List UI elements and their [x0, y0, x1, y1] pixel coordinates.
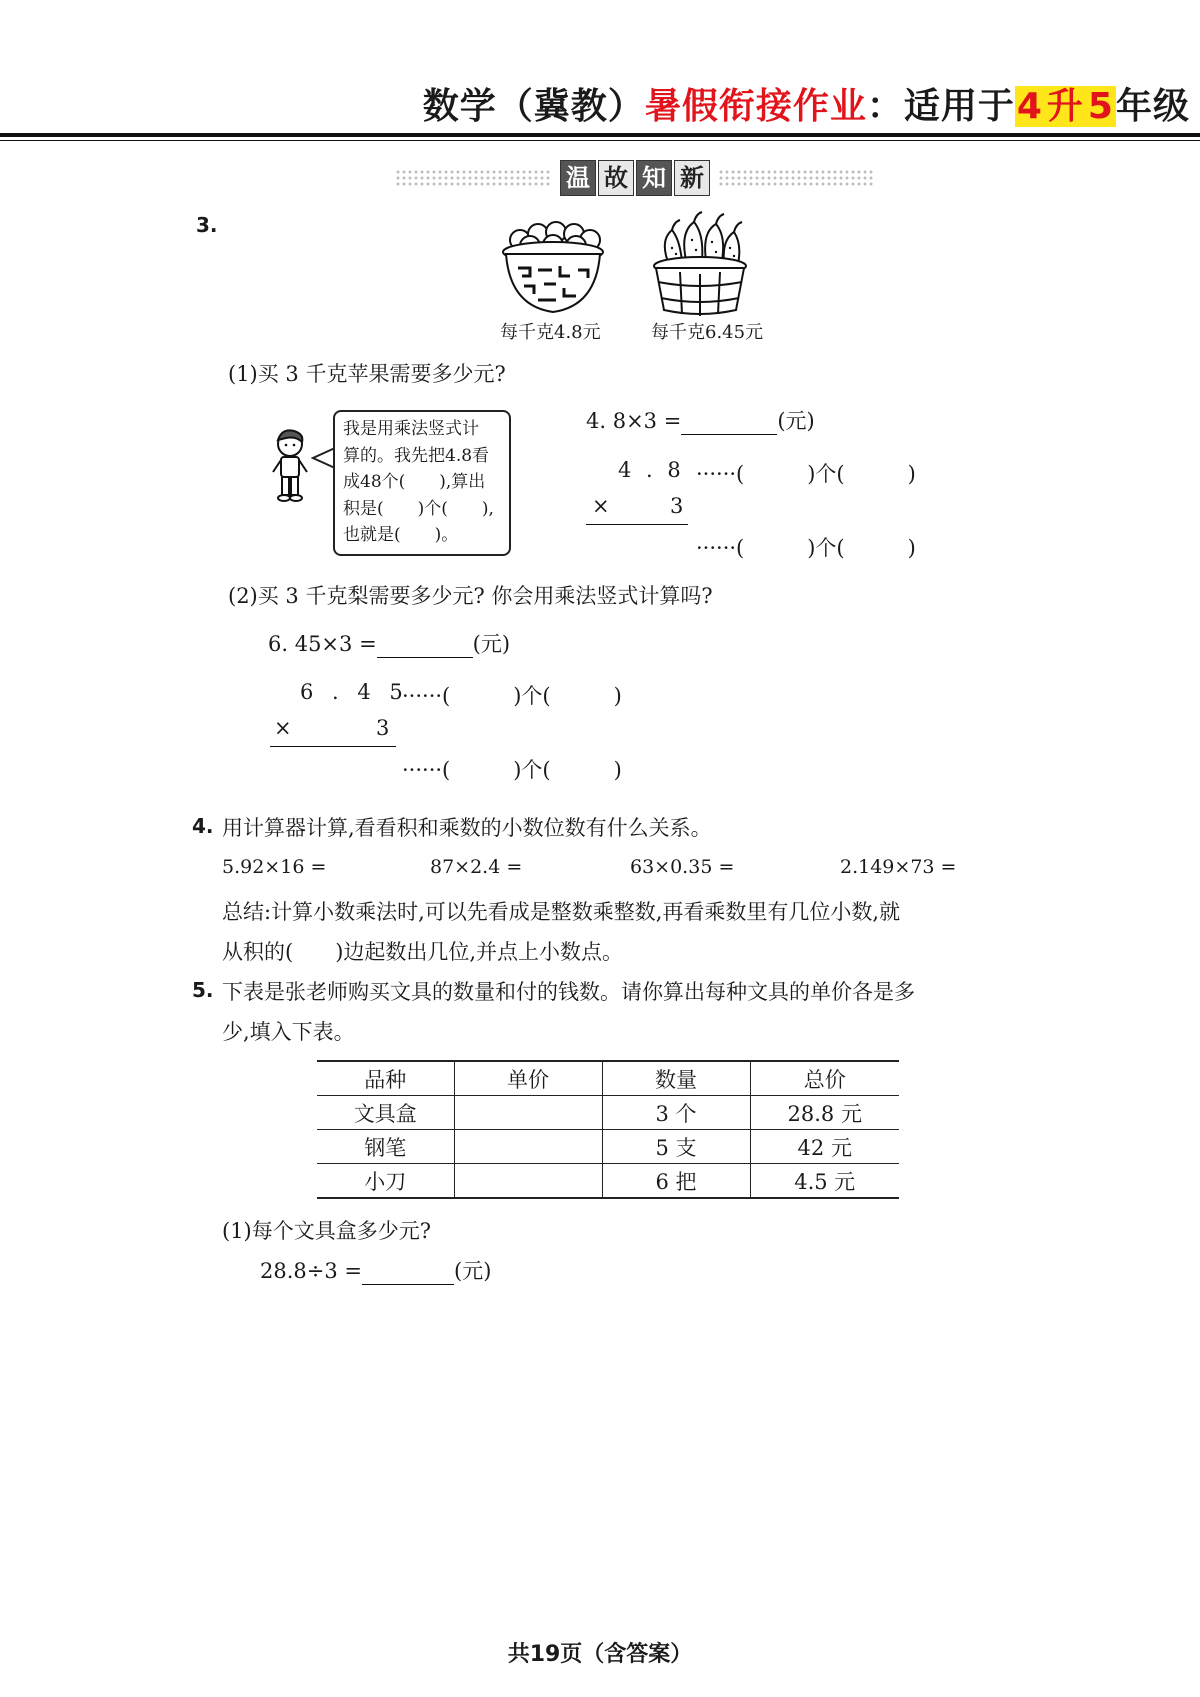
- eq2-unit: (元): [472, 632, 511, 656]
- eq1-unit: (元): [777, 409, 815, 433]
- table-cell: 钢笔: [317, 1130, 454, 1164]
- section-char: 温: [560, 160, 596, 196]
- section-title: [560, 160, 710, 196]
- banner-dots-left: [395, 169, 552, 187]
- q5-prompt-line2: 少,填入下表。: [222, 1020, 355, 1044]
- table-header-cell: 数量: [602, 1061, 750, 1096]
- table-cell: 小刀: [317, 1164, 454, 1199]
- q3-eq1: [586, 405, 815, 435]
- q5-eq: [260, 1255, 491, 1285]
- table-cell: 文具盒: [317, 1096, 454, 1130]
- header-suffix: ：适用于: [866, 86, 1015, 127]
- q4-prompt: 用计算器计算,看看积和乘数的小数位数有什么关系。: [222, 816, 712, 840]
- bubble-line: 成48个( ),算出: [343, 472, 486, 492]
- boy-icon: [268, 428, 312, 504]
- bubble-line: 也就是( )。: [343, 525, 459, 545]
- v2-note-bottom: ······( )个( ): [402, 758, 622, 782]
- v2-times-sign: ×: [274, 716, 292, 740]
- q5-answer-blank[interactable]: [362, 1262, 454, 1285]
- q4-expr: 5.92×16 =: [222, 856, 327, 878]
- table-header-cell: 单价: [454, 1061, 602, 1096]
- q4-summary-line1: 总结:计算小数乘法时,可以先看成是整数乘整数,再看乘数里有几位小数,就: [222, 900, 901, 924]
- table-row: [317, 1164, 899, 1199]
- q4-expr: 63×0.35 =: [630, 856, 735, 878]
- header-grade-a: 4: [1016, 86, 1043, 127]
- banner-dots-right: [718, 169, 875, 187]
- page-footer: 共19页（含答案）: [507, 1642, 693, 1667]
- q5-sub1: (1)每个文具盒多少元?: [222, 1219, 432, 1243]
- v2-multiplier: 3: [376, 716, 390, 740]
- v2-note-top: ······( )个( ): [402, 684, 622, 708]
- table-cell: 6 把: [602, 1164, 750, 1199]
- v1-rule: [586, 524, 688, 525]
- v1-note-top: ······( )个( ): [696, 462, 916, 486]
- pear-price-label: 每千克6.45元: [651, 322, 764, 343]
- unit-price-cell[interactable]: [454, 1164, 602, 1199]
- table-row: [317, 1096, 899, 1130]
- table-header-cell: 品种: [317, 1061, 454, 1096]
- eq2-left: 6. 45×3 =: [268, 632, 377, 656]
- q5-eq-left: 28.8÷3 =: [260, 1259, 362, 1283]
- q4-summary-line2: 从积的( )边起数出几位,并点上小数点。: [222, 940, 624, 964]
- q5-prompt-line1: 下表是张老师购买文具的数量和付的钱数。请你算出每种文具的单价各是多: [222, 980, 915, 1004]
- speech-bubble: [333, 410, 511, 556]
- table-cell: 5 支: [602, 1130, 750, 1164]
- v2-multiplicand: 6 . 4 5: [300, 680, 409, 704]
- section-banner: [395, 158, 875, 198]
- table-row: [317, 1130, 899, 1164]
- unit-price-cell[interactable]: [454, 1096, 602, 1130]
- table-cell: 42 元: [750, 1130, 899, 1164]
- table-cell: 3 个: [602, 1096, 750, 1130]
- section-char: 新: [674, 160, 710, 196]
- q4-number: 4.: [192, 814, 214, 838]
- q3-sub2: (2)买 3 千克梨需要多少元? 你会用乘法竖式计算吗?: [228, 584, 713, 608]
- q3-sub1: (1)买 3 千克苹果需要多少元?: [228, 362, 506, 386]
- table-cell: 28.8 元: [750, 1096, 899, 1130]
- bubble-line: 算的。我先把4.8看: [343, 445, 490, 466]
- header-rule-thin: [0, 140, 1200, 141]
- v1-times-sign: ×: [592, 494, 610, 518]
- header-subject: 数学（冀教）: [422, 86, 645, 127]
- apple-price-label: 每千克4.8元: [500, 322, 601, 343]
- q3-eq2: [268, 628, 510, 658]
- table-cell: 4.5 元: [750, 1164, 899, 1199]
- apple-basket-icon: [498, 218, 608, 318]
- pear-basket-icon: [650, 210, 750, 318]
- table-header-cell: 总价: [750, 1061, 899, 1096]
- eq2-answer-blank[interactable]: [377, 635, 473, 658]
- header-series: 暑假衔接作业: [644, 86, 867, 127]
- header-rule-thick: [0, 133, 1200, 137]
- q4-expr: 87×2.4 =: [430, 856, 523, 878]
- q4-expr: 2.149×73 =: [840, 856, 957, 878]
- bubble-line: 我是用乘法竖式计: [343, 419, 479, 439]
- q5-eq-unit: (元): [454, 1259, 492, 1283]
- section-char: 知: [636, 160, 672, 196]
- v2-rule: [270, 746, 396, 747]
- bubble-line: 积是( )个( ),: [343, 498, 494, 519]
- header-grade-b: 5: [1087, 86, 1114, 127]
- section-char: 故: [598, 160, 634, 196]
- page-header: [423, 78, 1190, 129]
- eq1-answer-blank[interactable]: [681, 412, 777, 435]
- header-grade-mid: 升: [1046, 86, 1084, 127]
- header-grade-end: 年级: [1115, 86, 1190, 127]
- q3-number: 3.: [196, 213, 218, 237]
- stationery-table: [317, 1060, 899, 1199]
- q5-number: 5.: [192, 978, 214, 1002]
- table-header-row: [317, 1061, 899, 1096]
- v1-multiplier: 3: [670, 494, 684, 518]
- eq1-left: 4. 8×3 =: [586, 409, 682, 433]
- v1-multiplicand: 4 . 8: [618, 458, 685, 482]
- unit-price-cell[interactable]: [454, 1130, 602, 1164]
- v1-note-bottom: ······( )个( ): [696, 536, 916, 560]
